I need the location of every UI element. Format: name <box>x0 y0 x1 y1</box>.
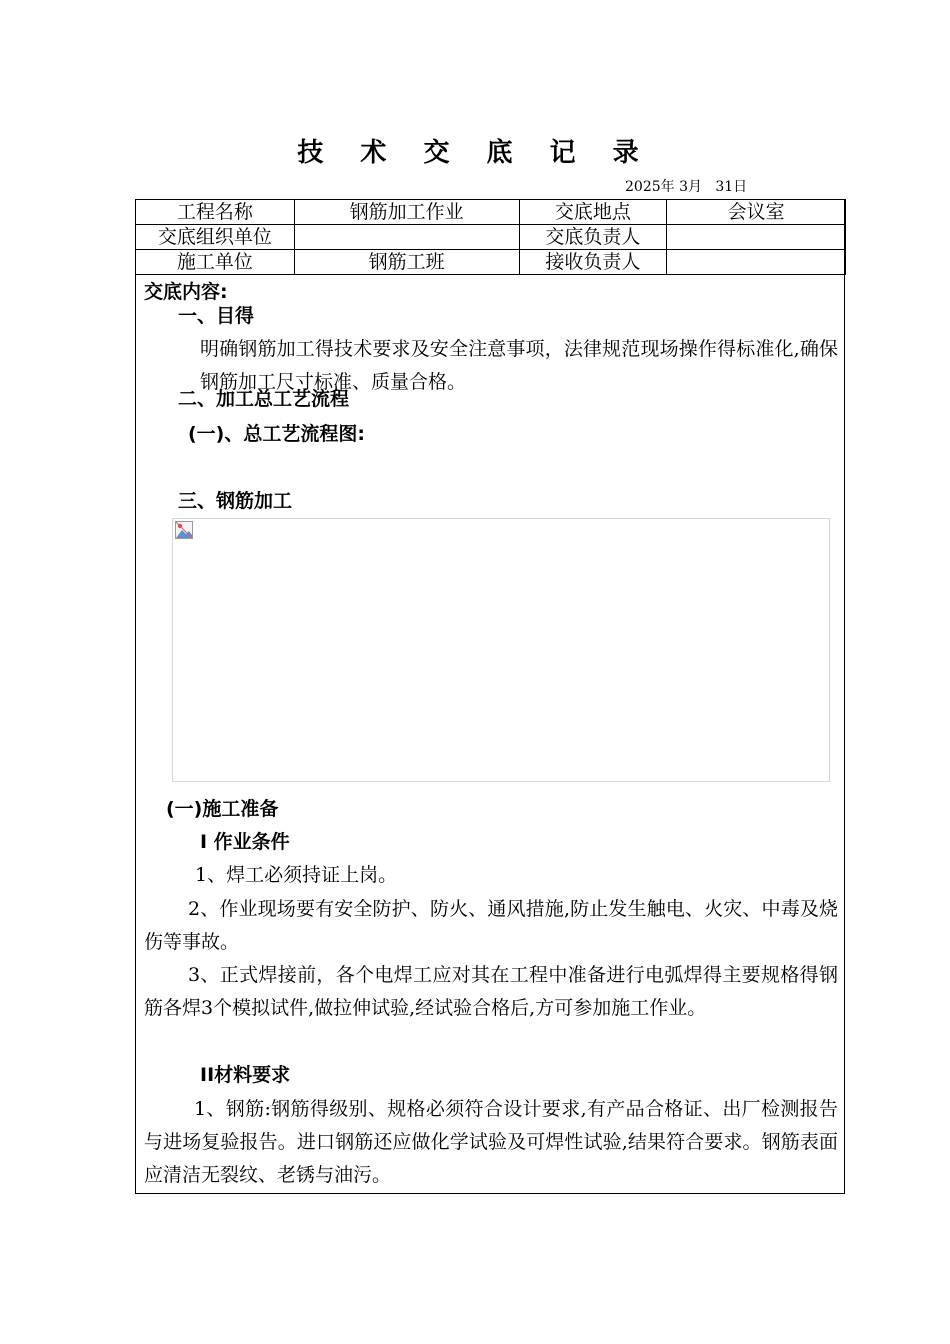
condition-item-1: 1、焊工必须持证上岗。 <box>195 864 398 886</box>
material-item-1: 1、钢筋:钢筋得级别、规格必须符合设计要求,有产品合格证、出厂检测报告与进场复验报告。进口钢筋还应做化学试验及可焊性试验,结果符合要求。钢筋表面应清洁无裂纹、老锈与油污。 <box>144 1098 838 1186</box>
section-1-heading: 一、目得 <box>178 305 255 327</box>
receiver-value <box>667 250 846 275</box>
location-value: 会议室 <box>667 200 846 225</box>
leader-value <box>667 225 846 250</box>
location-label: 交底地点 <box>519 200 667 225</box>
section-2-subheading: (一)、总工艺流程图: <box>188 423 365 445</box>
project-name-value: 钢筋加工作业 <box>294 200 519 225</box>
record-date: 2025年 3月 31日 <box>625 179 748 195</box>
org-label: 交底组织单位 <box>136 225 295 250</box>
material-heading: II材料要求 <box>200 1064 291 1086</box>
work-conditions-heading: Ⅰ 作业条件 <box>200 831 290 853</box>
org-value <box>294 225 519 250</box>
info-table <box>135 199 846 275</box>
section-2-heading: 二、加工总工艺流程 <box>178 388 350 410</box>
document-title: 技 术 交 底 记 录 <box>297 138 653 168</box>
section-1-text: 明确钢筋加工得技术要求及安全注意事项，法律规范现场操作得标准化,确保钢筋加工尺寸标准、质量合格。 <box>200 338 838 393</box>
condition-item-2: 2、作业现场要有安全防护、防火、通风措施,防止发生触电、火灾、中毒及烧伤等事故。 <box>144 898 838 953</box>
section-3-heading: 三、钢筋加工 <box>178 490 293 512</box>
condition-item-3: 3、正式焊接前，各个电焊工应对其在工程中准备进行电弧焊得主要规格得钢筋各焊3个模拟试件,做拉伸试验,经试验合格后,方可参加施工作业。 <box>144 964 838 1019</box>
content-heading: 交底内容: <box>144 281 228 303</box>
constructor-label: 施工单位 <box>136 250 295 275</box>
project-name-label: 工程名称 <box>136 200 295 225</box>
table-row <box>136 200 846 225</box>
leader-label: 交底负责人 <box>519 225 667 250</box>
prep-heading: (一)施工准备 <box>166 798 279 820</box>
table-row <box>136 225 846 250</box>
receiver-label: 接收负责人 <box>519 250 667 275</box>
broken-image-icon <box>175 521 193 539</box>
process-image-placeholder <box>172 518 830 782</box>
constructor-value: 钢筋工班 <box>294 250 519 275</box>
table-row <box>136 250 846 275</box>
